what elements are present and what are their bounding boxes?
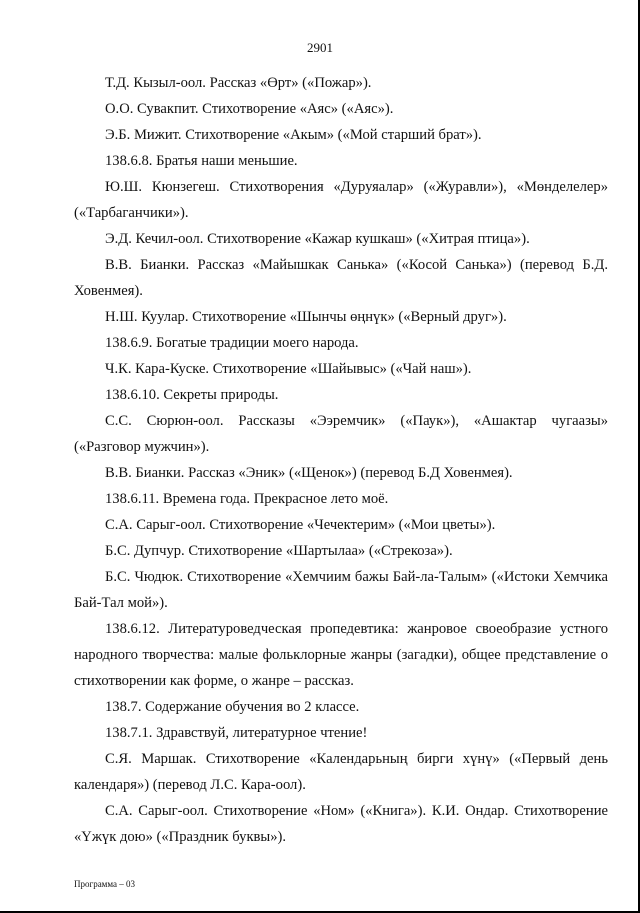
- document-body: [74, 70, 608, 850]
- paragraph-21: С.Я. Маршак. Стихотворение «Календарьның бирги хүнү» («Первый день календаря») (перевод Л.С. Кара-оол).: [74, 751, 608, 793]
- paragraph-8: Н.Ш. Куулар. Стихотворение «Шынчы өңнүк» («Верный друг»).: [105, 309, 507, 325]
- paragraph-7: В.В. Бианки. Рассказ «Майышкак Санька» («Косой Санька») (перевод Б.Д. Ховенмея).: [74, 257, 608, 299]
- page-footer: Программа – 03: [74, 879, 136, 889]
- section-heading-138-7-1: 138.7.1. Здравствуй, литературное чтение!: [105, 725, 368, 741]
- paragraph-5: Ю.Ш. Кюнзегеш. Стихотворения «Дуруяалар» («Журавли»), «Мөнделелер» («Тарбаганчики»).: [74, 179, 608, 221]
- paragraph-22: С.А. Сарыг-оол. Стихотворение «Ном» («Книга»). К.И. Ондар. Стихотворение «Үжүк дою» («Праздник буквы»).: [74, 803, 608, 845]
- paragraph-6: Э.Д. Кечил-оол. Стихотворение «Кажар кушкаш» («Хитрая птица»).: [105, 231, 530, 247]
- paragraph-1: Т.Д. Кызыл-оол. Рассказ «Өрт» («Пожар»).: [105, 75, 372, 91]
- section-heading-138-6-11: 138.6.11. Времена года. Прекрасное лето моё.: [105, 491, 389, 507]
- paragraph-17: Б.С. Чюдюк. Стихотворение «Хемчиим бажы Бай-ла-Талым» («Истоки Хемчика Бай-Тал мой»).: [74, 569, 608, 611]
- section-heading-138-6-8: 138.6.8. Братья наши меньшие.: [105, 153, 298, 169]
- paragraph-2: О.О. Сувакпит. Стихотворение «Аяс» («Аяс»).: [105, 101, 394, 117]
- paragraph-16: Б.С. Дупчур. Стихотворение «Шартылаа» («Стрекоза»).: [105, 543, 453, 559]
- section-heading-138-6-9: 138.6.9. Богатые традиции моего народа.: [105, 335, 359, 351]
- section-heading-138-7: 138.7. Содержание обучения во 2 классе.: [105, 699, 360, 715]
- section-heading-138-6-10: 138.6.10. Секреты природы.: [105, 387, 279, 403]
- paragraph-12: С.С. Сюрюн-оол. Рассказы «Ээремчик» («Паук»), «Ашактар чугаазы» («Разговор мужчин»).: [74, 413, 608, 455]
- paragraph-10: Ч.К. Кара-Куске. Стихотворение «Шайывыс» («Чай наш»).: [105, 361, 472, 377]
- paragraph-15: С.А. Сарыг-оол. Стихотворение «Чечектерим» («Мои цветы»).: [105, 517, 496, 533]
- paragraph-13: В.В. Бианки. Рассказ «Эник» («Щенок») (перевод Б.Д Ховенмея).: [105, 465, 513, 481]
- page-number: 2901: [307, 40, 333, 55]
- section-heading-138-6-12: 138.6.12. Литературоведческая пропедевтика: жанровое своеобразие устного народного творчества: малые фольклорные жанры (загадки), общее представление о стихотворении как форме, о жанре – рассказ.: [74, 621, 608, 689]
- paragraph-3: Э.Б. Мижит. Стихотворение «Акым» («Мой старший брат»).: [105, 127, 482, 143]
